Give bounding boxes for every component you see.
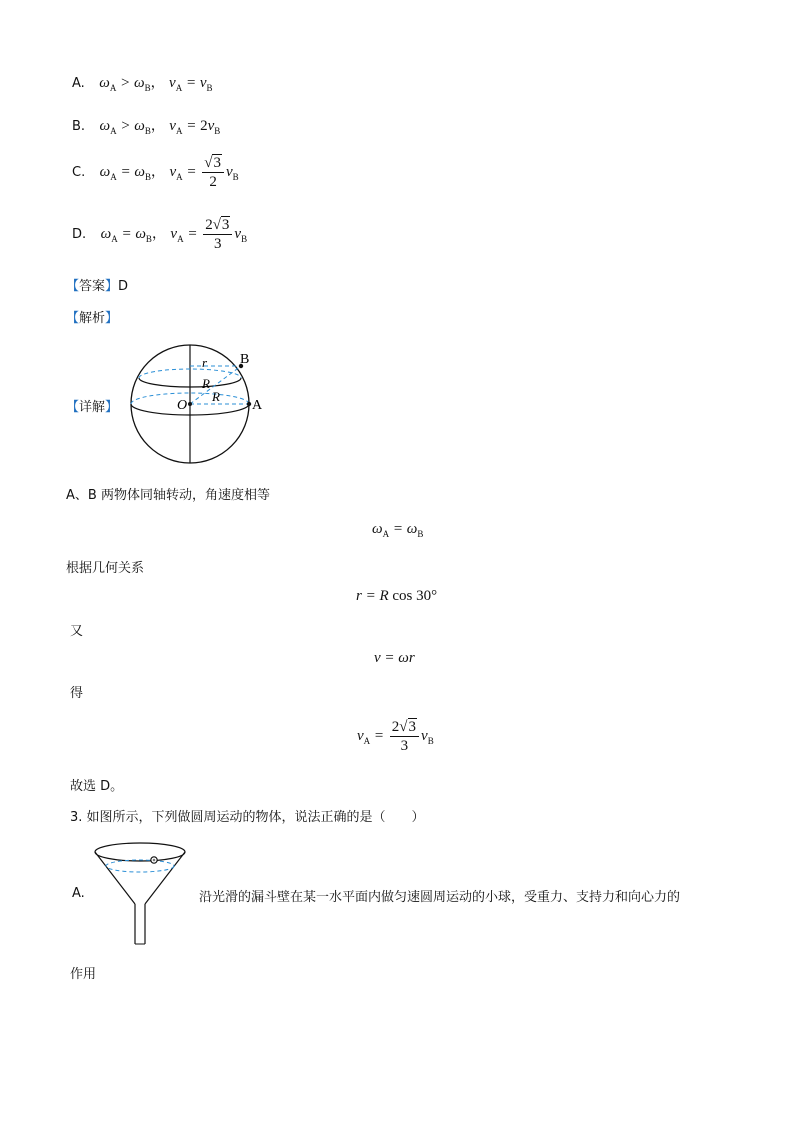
- explanation-line-1: A、B 两物体同轴转动，角速度相等: [66, 488, 270, 503]
- answer-label: 答案: [79, 279, 106, 294]
- label-b: B: [240, 352, 250, 367]
- detail-heading: 【详解】: [66, 400, 119, 415]
- option-b-omega: $\omega_A > \omega_B$: [99, 118, 151, 136]
- option-a-omega: $\omega_A > \omega_B$: [99, 75, 151, 93]
- explanation-line-3: 又: [70, 624, 84, 639]
- option-c-velocity: $v_A$ = $\frac{√3}{2}$ $v_B$: [169, 155, 239, 190]
- label-R-lower: R: [212, 389, 220, 404]
- label-r: r: [202, 355, 208, 370]
- label-o: O: [177, 398, 188, 413]
- answer-line: 【答案】D: [66, 279, 129, 294]
- equation-1: $\omega_A = \omega_B$: [372, 521, 424, 539]
- option-d: [72, 216, 247, 253]
- ball-path: [106, 860, 174, 872]
- option-d-velocity: $v_A$ = $\frac{2√3}{3}$ $v_B$: [170, 217, 248, 252]
- label-a: A: [252, 398, 263, 413]
- option-separator: ，: [150, 118, 165, 134]
- point-o: [188, 402, 192, 406]
- explanation-line-2: 根据几何关系: [66, 561, 145, 576]
- option-letter: A.: [72, 886, 85, 901]
- option-separator: ，: [151, 225, 166, 242]
- option-a-velocity: $v_A = v_B$: [169, 75, 213, 93]
- explanation-line-4: 得: [70, 686, 84, 701]
- analysis-heading: 【解析】: [66, 311, 119, 326]
- question-3-option-a-continuation: 作用: [70, 967, 97, 982]
- option-b: [72, 115, 220, 136]
- option-letter: A.: [72, 76, 85, 91]
- conclusion: 故选 D。: [70, 779, 124, 794]
- fraction: $\frac{2√3}{3}$: [203, 216, 232, 253]
- fraction: $\frac{2√3}{3}$: [390, 718, 419, 755]
- funnel-rim: [95, 843, 185, 861]
- sphere-diagram: [128, 342, 268, 468]
- fraction: $\frac{√3}{2}$: [202, 154, 224, 191]
- question-3-stem: 3. 如图所示，下列做圆周运动的物体，说法正确的是（ ）: [70, 810, 425, 825]
- answer-value: D: [118, 279, 129, 294]
- point-a: [247, 402, 251, 406]
- equation-4: $v_A$ = $\frac{2√3}{3}$ $v_B$: [357, 719, 434, 754]
- option-letter: D.: [72, 226, 87, 242]
- question-3-option-a-text: 沿光滑的漏斗壁在某一水平面内做匀速圆周运动的小球，受重力、支持力和向心力的: [199, 890, 681, 905]
- option-c-omega: $\omega_A = \omega_B$: [99, 163, 151, 182]
- option-letter: B.: [72, 119, 86, 134]
- option-separator: ，: [150, 75, 165, 91]
- option-a: [72, 72, 213, 93]
- equation-3: v = ωr: [374, 650, 415, 666]
- option-letter: C.: [72, 164, 86, 180]
- option-c: [72, 154, 239, 191]
- label-R-upper: R: [202, 376, 210, 391]
- funnel-diagram: [92, 840, 192, 950]
- equation-2: r = R cos 30°: [356, 588, 438, 604]
- option-b-velocity: $v_A = 2v_B$: [169, 118, 221, 136]
- option-d-omega: $\omega_A = \omega_B$: [100, 225, 152, 244]
- option-separator: ，: [151, 163, 165, 180]
